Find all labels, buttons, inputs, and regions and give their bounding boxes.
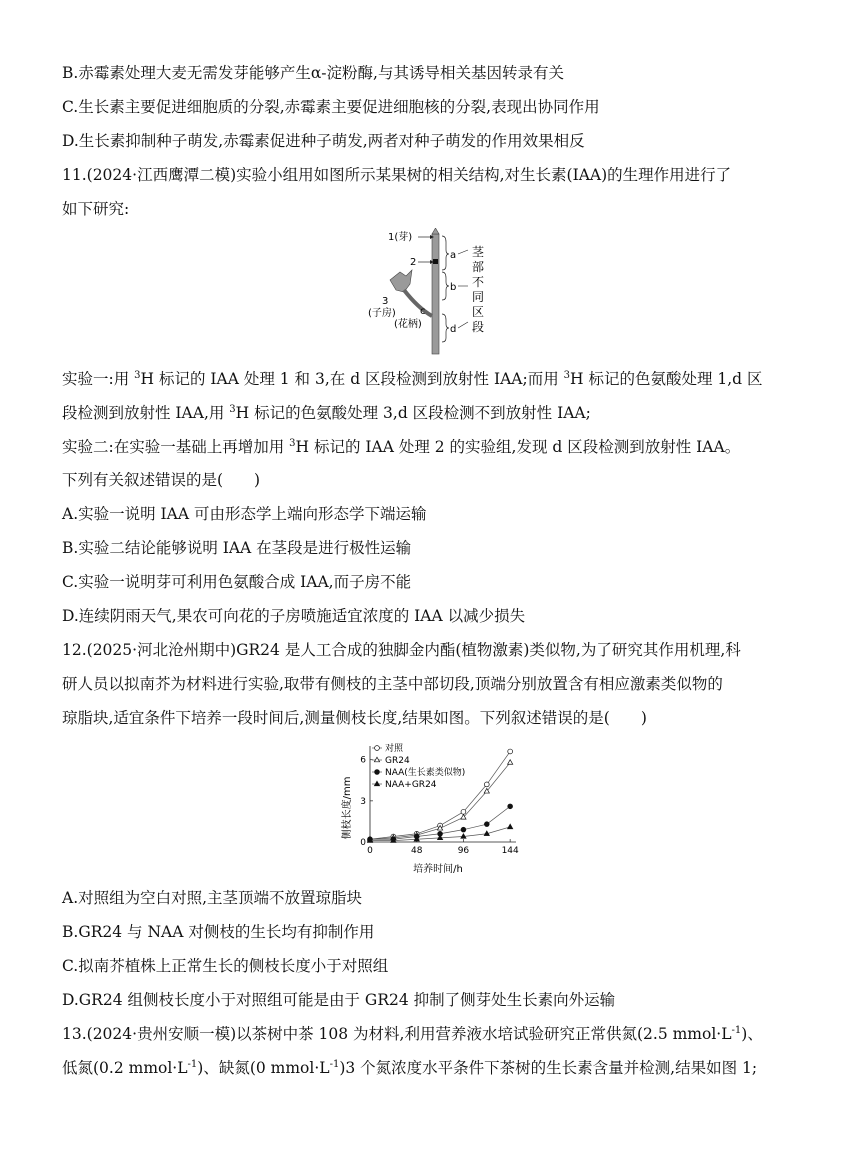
- x-axis-label: 培养时间/h: [413, 864, 463, 875]
- option-11c: C.实验一说明芽可利用色氨酸合成 IAA,而子房不能: [62, 573, 412, 591]
- stem-label-char-3: 不: [472, 275, 485, 289]
- legend-entry-1: 对照: [385, 744, 404, 754]
- experiment-1-line-1: 实验一:用 $^3$H 标记的 IAA 处理 1 和 3,在 d 区段检测到放射性 IAA;而用 $^3$H 标记的色氨酸处理 1,d 区: [62, 370, 763, 388]
- option-11a: A.实验一说明 IAA 可由形态学上端向形态学下端运输: [62, 505, 427, 523]
- petiole-label: (花柄): [394, 319, 422, 330]
- question-12-stem-cont-2: 琼脂块,适宜条件下培养一段时间后,测量侧枝长度,结果如图。下列叙述错误的是( ): [62, 709, 647, 727]
- ovary-label: (子房): [368, 308, 396, 319]
- bud-label: 1(芽): [388, 232, 413, 243]
- y-tick-label: 3: [360, 796, 366, 807]
- option-12d: D.GR24 组侧枝长度小于对照组可能是由于 GR24 抑制了侧芽处生长素向外运输: [62, 991, 616, 1009]
- chart-legend: [372, 742, 465, 790]
- option-11d: D.连续阴雨天气,果农可向花的子房喷施适宜浓度的 IAA 以减少损失: [62, 607, 526, 625]
- question-11-prompt: 下列有关叙述错误的是( ): [62, 471, 261, 489]
- x-tick-label: 96: [457, 846, 470, 856]
- question-11-stem-cont: 如下研究:: [62, 200, 130, 218]
- question-11-stem: 11.(2024·江西鹰潭二模)实验小组用如图所示某果树的相关结构,对生长素(IAA)的生理作用进行了: [62, 166, 732, 184]
- option-12b: B.GR24 与 NAA 对侧枝的生长均有抑制作用: [62, 923, 375, 941]
- segment-d-label: d: [450, 324, 457, 335]
- side-branch-length-chart: [320, 740, 540, 875]
- legend-marker-4: [374, 781, 379, 786]
- ovary-shape: [390, 270, 412, 292]
- x-tick-label: 0: [367, 846, 373, 856]
- experiment-1-line-2: 段检测到放射性 IAA,用 $^3$H 标记的色氨酸处理 3,d 区段检测不到放射性 IAA;: [62, 404, 591, 422]
- data-point-series-2: [508, 760, 513, 765]
- legend-marker-3: [375, 770, 380, 775]
- stem-label-char-2: 部: [472, 260, 485, 274]
- option-10c: C.生长素主要促进细胞质的分裂,赤霉素主要促进细胞核的分裂,表现出协同作用: [62, 98, 600, 116]
- segment-a-label: a: [450, 250, 457, 261]
- brace-b: [442, 272, 449, 300]
- data-point-series-1: [484, 782, 489, 787]
- data-point-series-1: [508, 749, 513, 754]
- option-10d: D.生长素抑制种子萌发,赤霉素促进种子萌发,两者对种子萌发的作用效果相反: [62, 132, 585, 150]
- question-13-stem-cont: 低氮(0.2 $mmol\cdot L^{-1}$)、缺氮(0 $mmol\cdot L^{-1})3$ 个氮浓度水平条件下茶树的生长素含量并检测,结果如图 1;: [62, 1059, 758, 1077]
- stem-bar: [432, 234, 439, 354]
- brace-a: [442, 236, 449, 270]
- experiment-2-line: 实验二:在实验一基础上再增加用 $^3$H 标记的 IAA 处理 2 的实验组,发现 d 区段检测到放射性 IAA。: [62, 438, 741, 456]
- stem-structure-figure: [360, 228, 500, 358]
- question-12-stem-cont-1: 研人员以拟南芥为材料进行实验,取带有侧枝的主茎中部切段,顶端分别放置含有相应激素类似物的: [62, 675, 723, 693]
- stem-label-char-1: 茎: [472, 245, 485, 259]
- ovary-number: 3: [382, 296, 389, 307]
- option-11b: B.实验二结论能够说明 IAA 在茎段是进行极性运输: [62, 539, 412, 557]
- data-point-series-3: [484, 822, 489, 827]
- legend-marker-2: [374, 757, 379, 762]
- x-tick-label: 144: [501, 846, 519, 856]
- legend-entry-2: GR24: [385, 756, 410, 766]
- legend-marker-1: [375, 746, 380, 751]
- stem-label-char-4: 同: [472, 290, 485, 304]
- point-2-mark: [433, 259, 438, 264]
- brace-d: [442, 314, 449, 342]
- point-2-label: 2: [410, 257, 417, 268]
- y-tick-label: 6: [360, 755, 366, 766]
- legend-entry-3: NAA(生长素类似物): [385, 768, 466, 778]
- option-12c: C.拟南芥植株上正常生长的侧枝长度小于对照组: [62, 957, 389, 975]
- data-point-series-3: [508, 804, 513, 809]
- data-point-series-1: [461, 809, 466, 814]
- petiole-shape: [404, 290, 432, 316]
- data-point-series-4: [508, 824, 513, 829]
- x-tick-label: 48: [410, 846, 423, 856]
- data-point-series-3: [461, 827, 466, 832]
- y-axis-label: 侧枝长度/mm: [342, 776, 353, 840]
- stem-label-char-5: 区: [472, 305, 485, 319]
- stem-label-char-6: 段: [472, 320, 485, 334]
- petiole-c-label: c: [420, 306, 426, 317]
- question-13-stem: 13.(2024·贵州安顺一模)以茶树中茶 108 为材料,利用营养液水培试验研究正常供氮(2.5 $mmol\cdot L^{-1}$)、: [62, 1025, 763, 1043]
- question-12-stem: 12.(2025·河北沧州期中)GR24 是人工合成的独脚金内酯(植物激素)类似物,为了研究其作用机理,科: [62, 641, 741, 659]
- option-10b: B.赤霉素处理大麦无需发芽能够产生α-淀粉酶,与其诱导相关基因转录有关: [62, 64, 564, 82]
- option-12a: A.对照组为空白对照,主茎顶端不放置琼脂块: [62, 889, 363, 907]
- segment-b-label: b: [450, 282, 457, 293]
- bud-tip: [432, 228, 439, 234]
- legend-entry-4: NAA+GR24: [385, 780, 437, 790]
- y-tick-label: 0: [360, 838, 366, 848]
